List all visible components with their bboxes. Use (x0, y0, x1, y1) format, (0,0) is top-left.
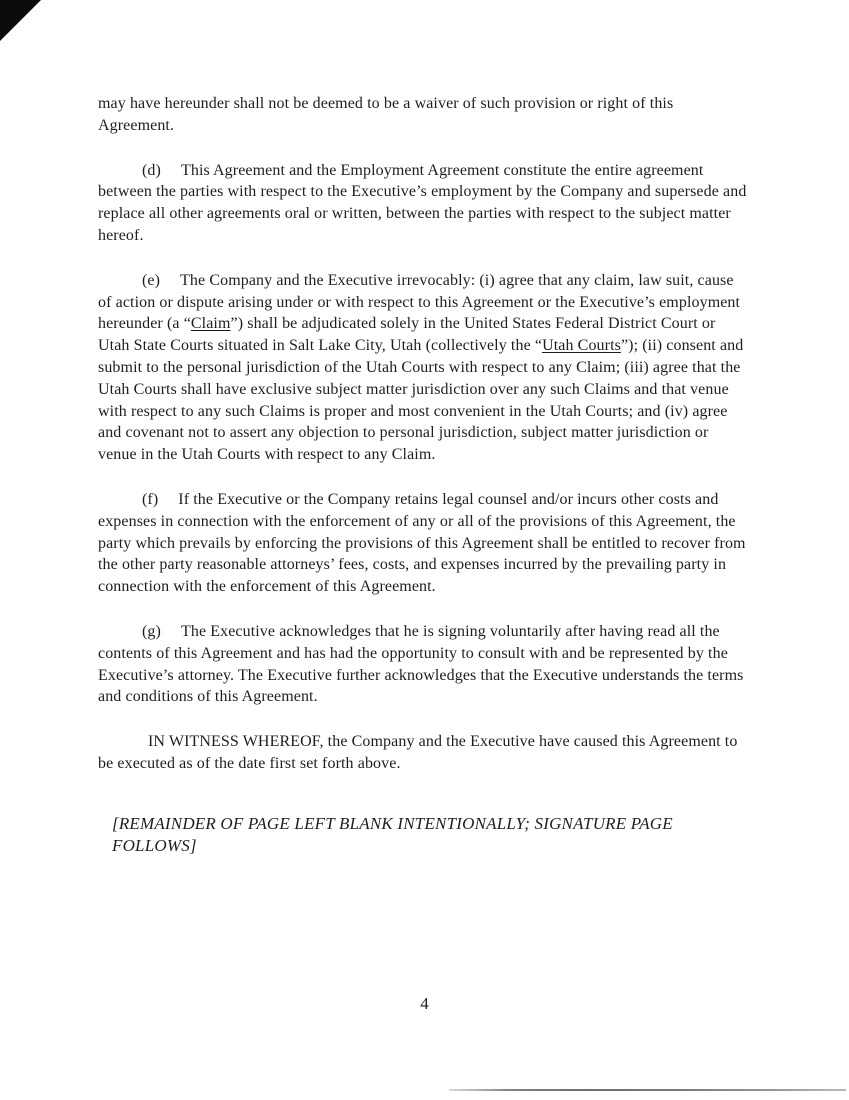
corner-fold-scan-artifact (0, 0, 41, 41)
paragraph-text: If the Executive or the Company retains legal counsel and/or incurs other costs and expenses in connection with the enforcement of any or all of the provisions of this Agreement, the party which prevails by enforcing the provisions of this Agreement shall be entitled to recover from the other party reasonable attorneys’ fees, costs, and expenses incurred by the prevailing party in connection with the enforcement of this Agreement. (98, 490, 746, 596)
paragraph-text: The Company and the Executive irrevocably: (i) agree that any claim, law suit, cause of action or dispute arising under or with respect to this Agreement or the Executive’s employment hereunder (a “ (98, 271, 741, 333)
paragraph-text: This Agreement and the Employment Agreement constitute the entire agreement between the parties with respect to the Executive’s employment by the Company and supersede and replace all other agreements oral or written, between the parties with respect to the subject matter hereof. (98, 161, 747, 244)
paragraph-continuation (98, 93, 750, 137)
paragraph-g (98, 621, 750, 708)
paragraph-e (98, 270, 750, 466)
document-body (98, 93, 750, 856)
paragraph-f (98, 489, 750, 598)
underlined-term: Utah Courts (542, 337, 621, 355)
paragraph-text: The Executive acknowledges that he is signing voluntarily after having read all the contents of this Agreement and has had the opportunity to consult with and be represented by the Executive’s attorney. The Executive further acknowledges that the Executive understands the terms and conditions of this Agreement. (98, 622, 744, 706)
paragraph-label: (d) (142, 161, 161, 179)
paragraph-text: ”) shall be adjudicated solely in the United States Federal District Court or Utah State Courts situated in Salt Lake City, Utah (collectively the “ (98, 315, 716, 355)
paragraph-text: ”); (ii) consent and submit to the personal jurisdiction of the Utah Courts with respect to any Claim; (iii) agree that the Utah Courts shall have exclusive subject matter jurisdiction over any such Claims and that venue with respect to any such Claims is proper and most convenient in the Utah Courts; and (iv) agree and covenant not to assert any objection to personal jurisdiction, subject matter jurisdiction or venue in the Utah Courts with respect to any Claim. (98, 337, 744, 464)
paragraph-text: IN WITNESS WHEREOF, the Company and the Executive have caused this Agreement to be executed as of the date first set forth above. (98, 733, 738, 772)
underlined-term: Claim (190, 315, 231, 333)
paragraph-label: (g) (142, 622, 161, 640)
paragraph-text: may have hereunder shall not be deemed to be a waiver of such provision or right of this Agreement. (98, 95, 674, 134)
page-number: 4 (420, 994, 429, 1013)
paragraph-label: (e) (142, 271, 161, 289)
remainder-notice: [REMAINDER OF PAGE LEFT BLANK INTENTIONALLY; SIGNATURE PAGE FOLLOWS] (112, 813, 673, 855)
paragraph-label: (f) (142, 490, 159, 508)
paragraph-d (98, 160, 750, 247)
paragraph-closing (98, 731, 750, 775)
scan-line-artifact (449, 1089, 846, 1091)
